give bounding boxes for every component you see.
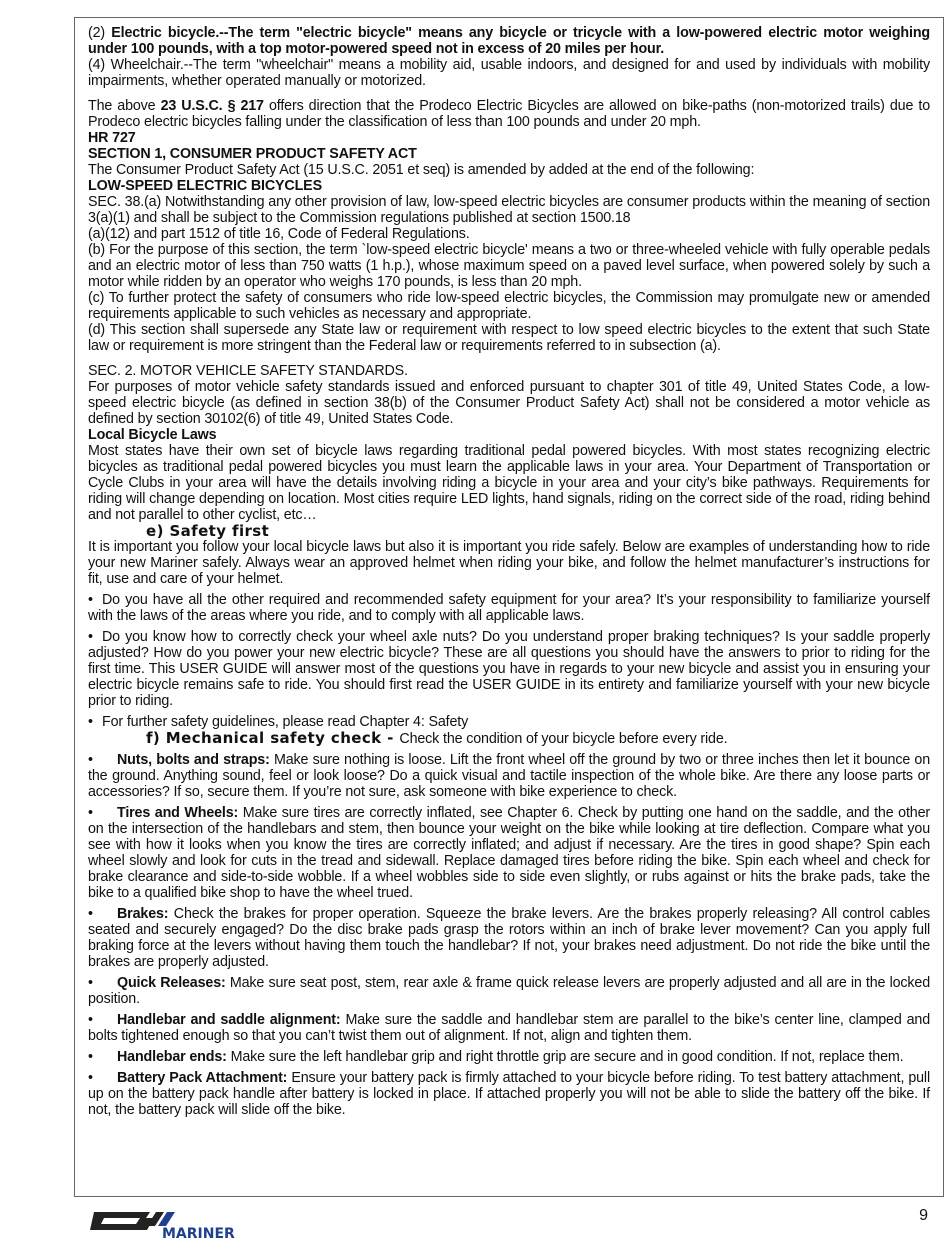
check-tires-wheels: • Tires and Wheels: Make sure tires are correctly inflated, see Chapter 6. Check by putting one hand on the saddle, and the other on the intersection of the handlebars and stem, then bounce your weight on the bike while looking at tire deflection. Compare what you see with how it looks when you know the tires are correctly inflated; and adjust if necessary. Are the tires in good shape? Spin each wheel slowly and look for cuts in the tread and sidewall. Replace damaged tires before riding the bike. Spin each wheel and check for brake clearance and side-to-side wobble. If a wheel wobbles side to side even slightly, or rubs against or hits the brake pads, take the bike to a qualified bike shop to have the wheel trued. <box>88 805 930 901</box>
safety-bullet-2: • Do you know how to correctly check your wheel axle nuts? Do you understand proper braking techniques? Is your saddle properly adjusted? How do you power your new electric bicycle? These are all questions you should have the answers to prior to riding for the first time. This USER GUIDE will answer most of the questions you have in regards to your new bicycle and assist you in ensuring your electric bicycle remains safe to ride. You should first read the USER GUIDE in its entirety and familiarize yourself with your new bicycle prior to riding. <box>88 629 930 709</box>
safety-bullet-1: • Do you have all the other required and recommended safety equipment for your area? It’s your responsibility to familiarize yourself with the laws of the areas where you ride, and to comply with all applicable laws. <box>88 592 930 624</box>
bullet-icon: • <box>88 805 93 821</box>
section1-title: SECTION 1, CONSUMER PRODUCT SAFETY ACT <box>88 146 417 162</box>
safety-bullet-3: • For further safety guidelines, please read Chapter 4: Safety <box>88 714 469 730</box>
mechanical-check-heading: f) Mechanical safety check - Check the condition of your bicycle before every ride. <box>146 729 728 747</box>
check-nuts-bolts: • Nuts, bolts and straps: Make sure nothing is loose. Lift the front wheel off the ground by two or three inches then let it bounce on the ground. Anything sound, feel or look loose? Do a quick visual and tactile inspection of the whole bike. Are there any loose parts or accessories? If so, secure them. If you’re not sure, ask someone with bike experience to check. <box>88 752 930 800</box>
usc-citation: 23 U.S.C. § 217 <box>160 98 264 114</box>
bullet-icon: • <box>88 1049 93 1065</box>
usc-paragraph: The above 23 U.S.C. § 217 offers direction that the Prodeco Electric Bicycles are allowed on bike-paths (non-motorized trails) due to Prodeco electric bicycles falling under the classification of less than 100 pounds and under 20 mph. <box>88 98 930 130</box>
brand-logo-icon <box>88 1206 258 1242</box>
logo-wordmark: MARINER <box>162 1226 235 1242</box>
check-quick-releases: • Quick Releases: Make sure seat post, stem, rear axle & frame quick release levers are properly adjusted and all are in the locked position. <box>88 975 931 1007</box>
wheelchair-definition: (4) Wheelchair.--The term "wheelchair" means a mobility aid, usable indoors, and designed for and used by individuals with mobility impairments, whether operated manually or motorized. <box>88 57 930 89</box>
bullet-icon: • <box>88 714 93 730</box>
bullet-icon: • <box>88 1012 93 1028</box>
ebike-definition: (2) Electric bicycle.--The term "electric bicycle" means any bicycle or tricycle with a low-powered electric motor weighing under 100 pounds, with a top motor-powered speed not in excess of 20 miles per hour. <box>88 25 930 57</box>
hr-title: HR 727 <box>88 130 136 146</box>
bullet-icon: • <box>88 906 93 922</box>
local-laws-title: Local Bicycle Laws <box>88 427 217 443</box>
bullet-icon: • <box>88 752 93 768</box>
lsb-c: (c) To further protect the safety of consumers who ride low-speed electric bicycles, the Commission may promulgate new or amended requirements applicable to such vehicles as necessary and appropriate. <box>88 290 930 322</box>
check-brakes: • Brakes: Check the brakes for proper operation. Squeeze the brake levers. Are the brakes properly releasing? All control cables seated and securely engaged? Do the disc brake pads grasp the rotors within an inch of brake lever movement? Can you apply full braking force at the levers without having them touch the handlebar? If not, your brakes need adjustment. Do not ride the bike until the brakes are properly adjusted. <box>88 906 930 970</box>
section1-text: The Consumer Product Safety Act (15 U.S.C. 2051 et seq) is amended by added at the end of the following: <box>88 162 755 178</box>
lsb-d: (d) This section shall supersede any State law or requirement with respect to low speed electric bicycles to the extent that such State law or requirement is more stringent than the Federal law or requirements referred to in subsection (a). <box>88 322 930 354</box>
document-body <box>88 25 930 1118</box>
lsb-a: SEC. 38.(a) Notwithstanding any other provision of law, low-speed electric bicycles are consumer products within the meaning of section 3(a)(1) and shall be subject to the Commission regulations published at section 1500.18 <box>88 194 930 226</box>
bullet-icon: • <box>88 629 93 645</box>
bullet-icon: • <box>88 1070 93 1086</box>
check-handlebar-alignment: • Handlebar and saddle alignment: Make sure the saddle and handlebar stem are parallel to the bike’s center line, clamped and bolts tightened enough so that you can’t twist them out of alignment. If not, align and tighten them. <box>88 1012 930 1044</box>
local-laws-text: Most states have their own set of bicycle laws regarding traditional pedal powered bicycles. With most states recognizing electric bicycles as traditional pedal powered bicycles you must learn the applicable laws in your area. Your Department of Transportation or Cycle Clubs in your area will have the details involving riding a bicycle in your area and your city’s bike pathways. Requirements for riding will change depending on location. Most cities require LED lights, hand signals, riding on the correct side of the road, riding behind and not parallel to other cyclist, etc… <box>88 443 930 523</box>
lsb-a2: (a)(12) and part 1512 of title 16, Code of Federal Regulations. <box>88 226 470 242</box>
check-battery-pack: • Battery Pack Attachment: Ensure your battery pack is firmly attached to your bicycle before riding. To test battery attachment, pull up on the battery pack handle after battery is locked in place. If attached properly you will not be able to slide the battery off the bike. If not, the battery pack will slide off the bike. <box>88 1070 930 1118</box>
lsb-title: LOW-SPEED ELECTRIC BICYCLES <box>88 178 322 194</box>
safety-first-heading: e) Safety first <box>146 522 270 540</box>
ebike-definition-bold: Electric bicycle.--The term "electric bicycle" means any bicycle or tricycle with a low-powered electric motor weighing under 100 pounds, with a top motor-powered speed not in excess of 20 miles per hour. <box>88 25 930 57</box>
bullet-icon: • <box>88 975 93 991</box>
mariner-logo <box>88 1206 258 1247</box>
safety-intro: It is important you follow your local bicycle laws but also it is important you ride safely. Below are examples of understanding how to ride your new Mariner safely. Always wear an approved helmet when riding your bike, and follow the helmet manufacturer’s instructions for fit, use and care of your helmet. <box>88 539 930 587</box>
page-number: 9 <box>919 1207 928 1224</box>
lsb-b: (b) For the purpose of this section, the term `low-speed electric bicycle' means a two or three-wheeled vehicle with fully operable pedals and an electric motor of less than 750 watts (1 h.p.), whose maximum speed on a paved level surface, when powered solely by such a motor while ridden by an operator who weighs 170 pounds, is less than 20 mph. <box>88 242 930 290</box>
sec2-text: For purposes of motor vehicle safety standards issued and enforced pursuant to chapter 301 of title 49, United States Code, a low-speed electric bicycle (as defined in section 38(b) of the Consumer Product Safety Act) shall not be considered a motor vehicle as defined by section 30102(6) of title 49, United States Code. <box>88 379 930 427</box>
bullet-icon: • <box>88 592 93 608</box>
check-handlebar-ends: • Handlebar ends: Make sure the left handlebar grip and right throttle grip are secure and in good condition. If not, replace them. <box>88 1049 904 1065</box>
sec2-title: SEC. 2. MOTOR VEHICLE SAFETY STANDARDS. <box>88 363 408 379</box>
